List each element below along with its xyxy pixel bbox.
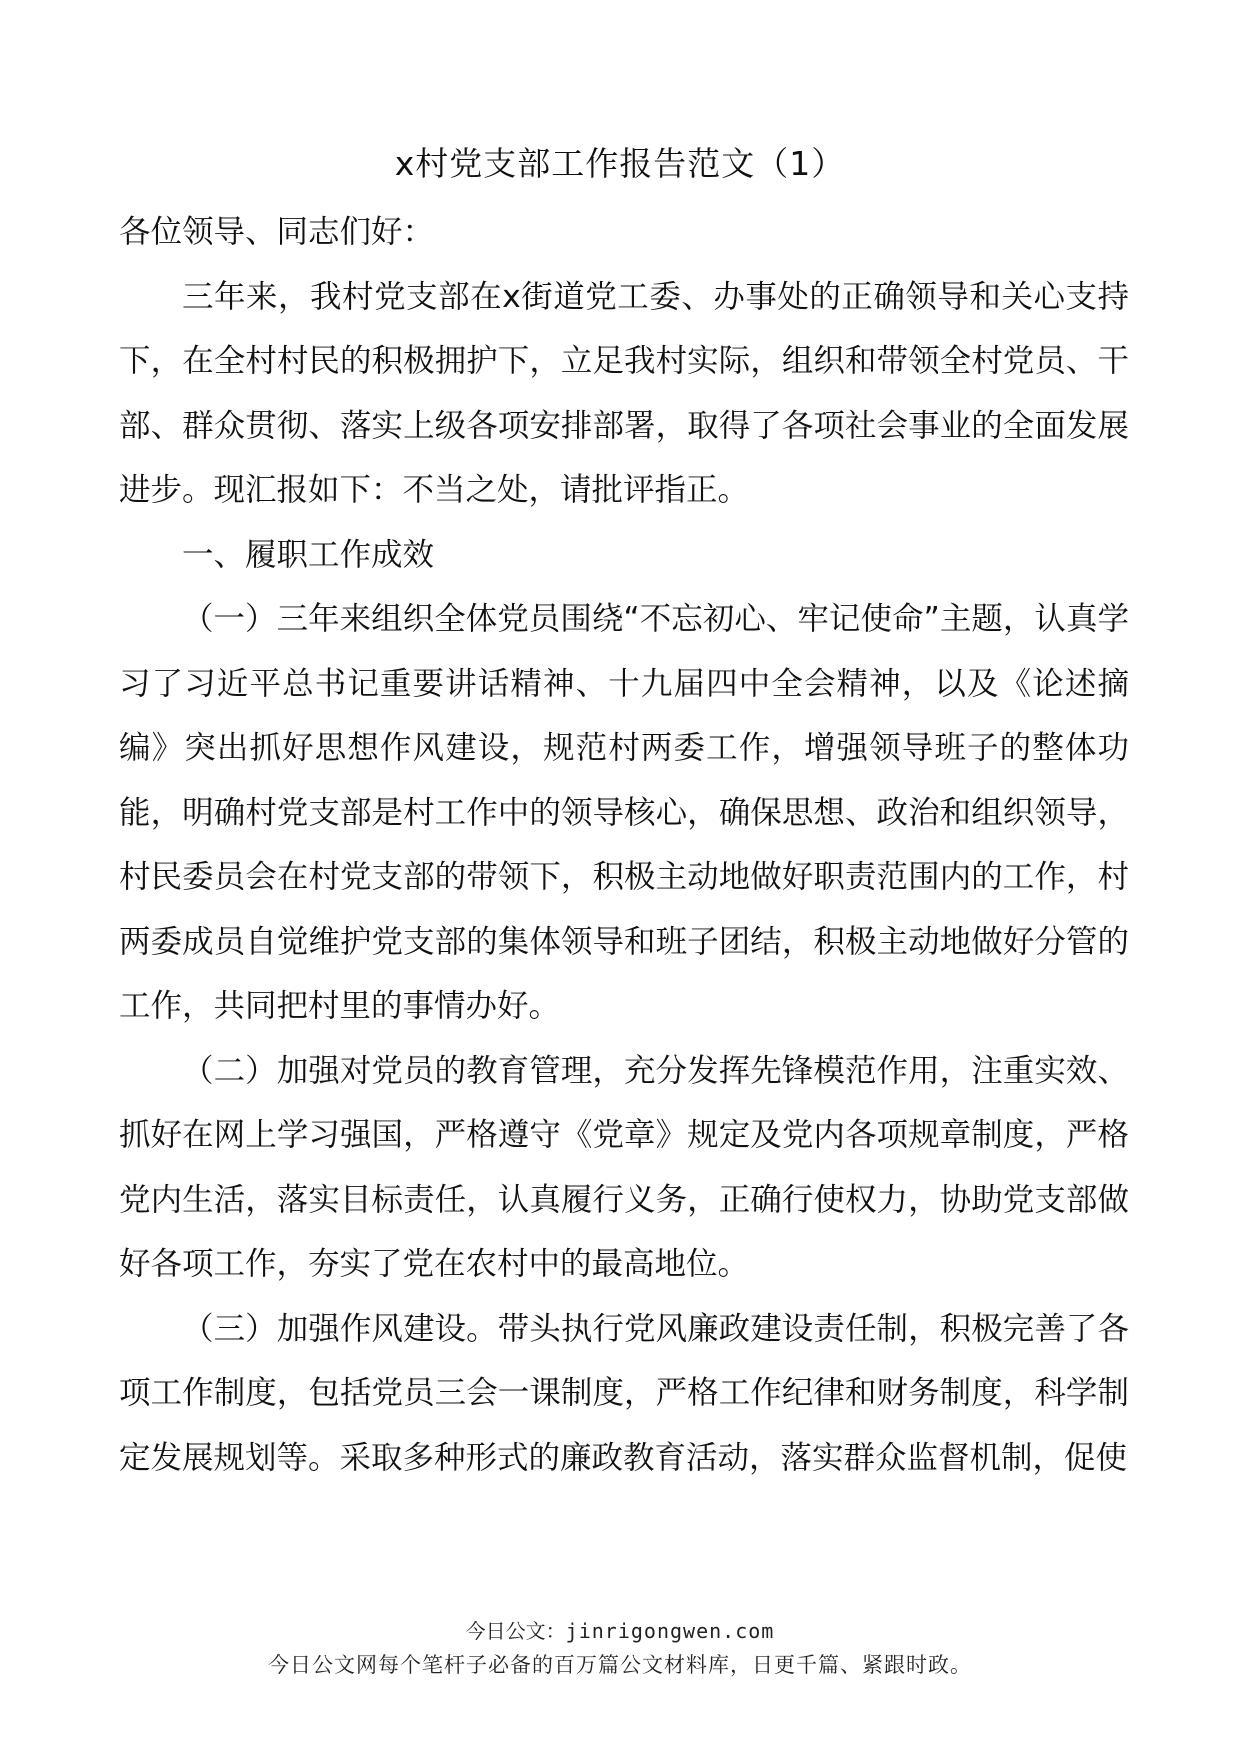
paragraph-intro: 三年来，我村党支部在x街道党工委、办事处的正确领导和关心支持下，在全村村民的积极拥护下，立足我村实际，组织和带领全村党员、干部、群众贯彻、落实上级各项安排部署，取得了各项社会事业的全面发展进步。现汇报如下：不当之处，请批评指正。 <box>119 278 1129 508</box>
footer-tagline: 今日公文网每个笔杆子必备的百万篇公文材料库，日更千篇、紧跟时政。 <box>268 1653 972 1677</box>
document-body <box>119 200 1129 1490</box>
paragraph-item-2: （二）加强对党员的教育管理，充分发挥先锋模范作用，注重实效、抓好在网上学习强国，严格遵守《党章》规定及党内各项规章制度，严格党内生活，落实目标责任，认真履行义务，正确行使权力，协助党支部做好各项工作，夯实了党在农村中的最高地位。 <box>119 1052 1129 1282</box>
footer-site-url[interactable]: jinrigongwen.com <box>565 1619 775 1643</box>
document-title: x村党支部工作报告范文（1） <box>394 144 846 183</box>
salutation: 各位领导、同志们好： <box>119 214 435 250</box>
paragraph-item-1: （一）三年来组织全体党员围绕“不忘初心、牢记使命”主题，认真学习了习近平总书记重要讲话精神、十九届四中全会精神，以及《论述摘编》突出抓好思想作风建设，规范村两委工作，增强领导班子的整体功能，明确村党支部是村工作中的领导核心，确保思想、政治和组织领导，村民委员会在村党支部的带领下，积极主动地做好职责范围内的工作，村两委成员自觉维护党支部的集体领导和班子团结，积极主动地做好分管的工作，共同把村里的事情办好。 <box>119 601 1129 1024</box>
section-heading: 一、履职工作成效 <box>182 536 435 573</box>
footer-site-label: 今日公文： <box>465 1619 566 1643</box>
paragraph-item-3: （三）加强作风建设。带头执行党风廉政建设责任制，积极完善了各项工作制度，包括党员三会一课制度，严格工作纪律和财务制度，科学制定发展规划等。采取多种形式的廉政教育活动，落实群众监督机制，促使 <box>119 1310 1129 1476</box>
footer-site <box>0 1617 1240 1645</box>
